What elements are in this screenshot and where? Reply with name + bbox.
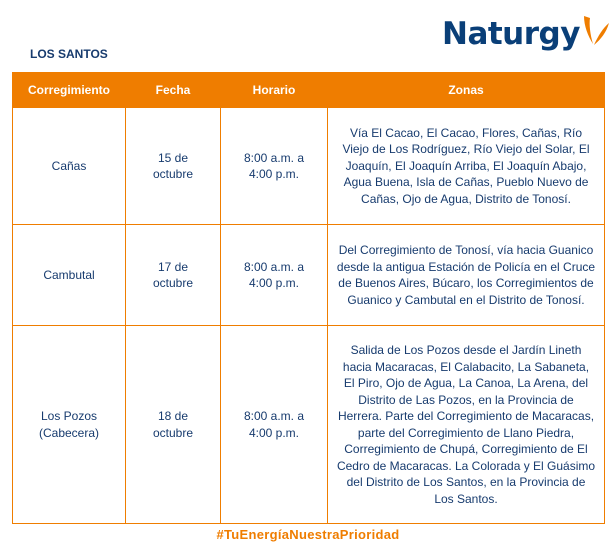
horario-cell: 8:00 a.m. a 4:00 p.m. <box>221 108 328 225</box>
campaign-hashtag: #TuEnergíaNuestraPrioridad <box>216 527 400 542</box>
fecha-cell: 17 de octubre <box>126 225 221 326</box>
zonas-cell: Del Corregimiento de Tonosí, vía hacia Guanico desde la antigua Estación de Policía en el Cruce de Buenos Aires, Búcaro, los Corregimientos de Guanico y Cambutal en el Distrito de Tonosí. <box>328 225 605 326</box>
table-row <box>13 326 605 524</box>
naturgy-logo <box>442 16 612 54</box>
butterfly-icon <box>580 14 612 54</box>
zonas-cell: Vía El Cacao, El Cacao, Flores, Cañas, Río Viejo de Los Rodríguez, Río Viejo del Solar, El Joaquín, El Joaquín Arriba, El Joaquín Abajo, Agua Buena, Isla de Cañas, Pueblo Nuevo de Cañas, Ojo de Agua, Distrito de Tonosí. <box>328 108 605 225</box>
horario-cell: 8:00 a.m. a 4:00 p.m. <box>221 326 328 524</box>
zonas-cell: Salida de Los Pozos desde el Jardín Lineth hacia Macaracas, El Calabacito, La Sabaneta, El Piro, Ojo de Agua, La Canoa, La Arena, del Distrito de Las Pozos, en la Provincia de Herrera. Parte del Corregimiento de Macaracas, parte del Corregimiento de Llano Piedra, Corregimiento de Chupá, Corregimiento de El Cedro de Macaracas. La Colorada y El Guásimo del Distrito de Los Santos, en la Provincia de Los Santos. <box>328 326 605 524</box>
fecha-cell: 18 de octubre <box>126 326 221 524</box>
brand-wordmark: Naturgy <box>442 16 580 52</box>
column-header-fecha: Fecha <box>126 73 221 108</box>
corregimiento-cell: Cambutal <box>13 225 126 326</box>
horario-cell: 8:00 a.m. a 4:00 p.m. <box>221 225 328 326</box>
corregimiento-cell: Cañas <box>13 108 126 225</box>
fecha-cell: 15 de octubre <box>126 108 221 225</box>
table-row <box>13 108 605 225</box>
column-header-horario: Horario <box>221 73 328 108</box>
column-header-zonas: Zonas <box>328 73 605 108</box>
region-title: LOS SANTOS <box>30 47 108 61</box>
table-header-row <box>13 73 605 108</box>
schedule-table <box>12 72 605 524</box>
corregimiento-cell: Los Pozos (Cabecera) <box>13 326 126 524</box>
column-header-corregimiento: Corregimiento <box>13 73 126 108</box>
table-row <box>13 225 605 326</box>
